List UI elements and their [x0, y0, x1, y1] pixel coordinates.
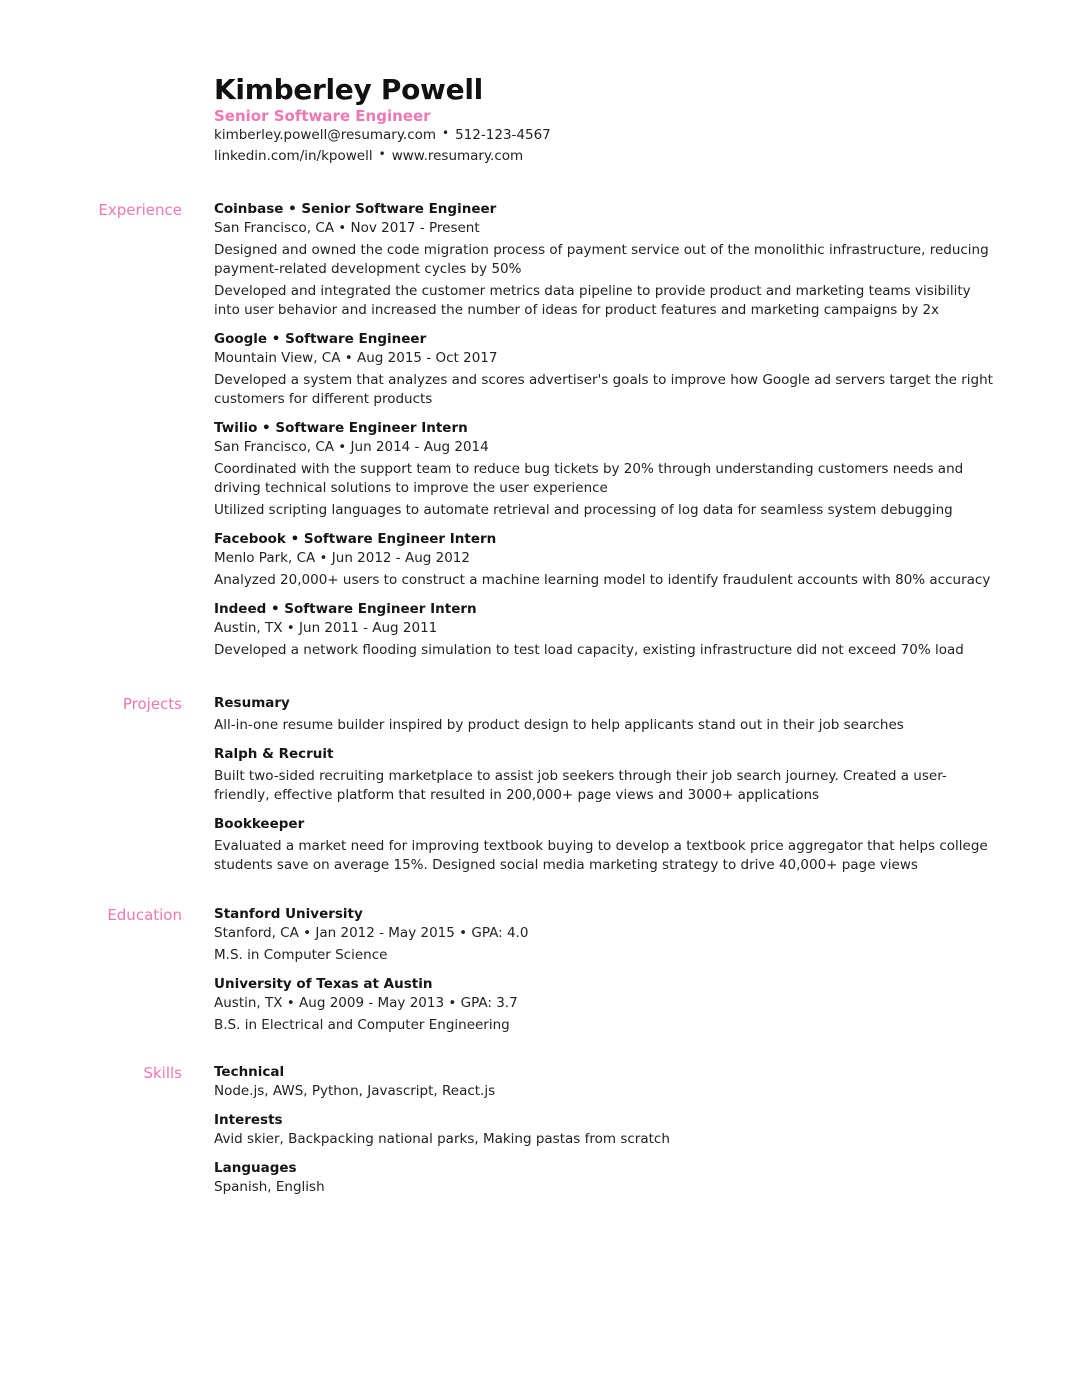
- school-name: University of Texas at Austin: [214, 976, 433, 992]
- skill-group-title: Languages: [214, 1160, 297, 1176]
- job-bullet: Coordinated with the support team to reduce bug tickets by 20% through understanding customers needs and driving technical solutions to improve the user experience: [214, 461, 964, 496]
- experience-list: [214, 200, 994, 670]
- job-bullet: Analyzed 20,000+ users to construct a machine learning model to identify fraudulent accounts with 80% accuracy: [214, 572, 991, 588]
- school-name: Stanford University: [214, 906, 363, 922]
- resume-header: [214, 72, 994, 167]
- job-title: Indeed • Software Engineer Intern: [214, 601, 477, 617]
- school-meta: Stanford, CA • Jan 2012 - May 2015 • GPA: 4.0: [214, 925, 529, 941]
- project-entry: [214, 815, 994, 875]
- project-description: All-in-one resume builder inspired by product design to help applicants stand out in their job searches: [214, 717, 904, 733]
- job-meta: Austin, TX • Jun 2011 - Aug 2011: [214, 620, 438, 636]
- phone-number[interactable]: 512-123-4567: [455, 127, 551, 143]
- separator-dot: •: [442, 126, 450, 140]
- job-title: Twilio • Software Engineer Intern: [214, 420, 468, 436]
- contact-row-secondary: [214, 146, 994, 167]
- job-meta: Menlo Park, CA • Jun 2012 - Aug 2012: [214, 550, 470, 566]
- job-bullet: Developed a network flooding simulation to test load capacity, existing infrastructure did not exceed 70% load: [214, 642, 964, 658]
- job-bullet: Developed a system that analyzes and scores advertiser's goals to improve how Google ad servers target the right customers for different products: [214, 372, 993, 407]
- education-list: [214, 905, 994, 1045]
- skill-group-title: Technical: [214, 1064, 285, 1080]
- project-entry: [214, 694, 994, 735]
- website-link[interactable]: www.resumary.com: [391, 148, 524, 164]
- education-entry: [214, 905, 994, 965]
- project-title: Ralph & Recruit: [214, 746, 334, 762]
- section-heading-projects: Projects: [122, 695, 182, 713]
- project-description: Built two-sided recruiting marketplace to assist job seekers through their job search journey. Created a user-friendly, effective platform that resulted in 200,000+ page views and 3000+ applications: [214, 768, 947, 803]
- experience-entry: [214, 530, 994, 590]
- skill-group-value: Node.js, AWS, Python, Javascript, React.js: [214, 1083, 496, 1099]
- skill-group-value: Avid skier, Backpacking national parks, Making pastas from scratch: [214, 1131, 670, 1147]
- projects-list: [214, 694, 994, 885]
- separator-dot: •: [378, 147, 386, 161]
- experience-entry: [214, 419, 994, 520]
- skill-group: [214, 1111, 994, 1149]
- job-title: Facebook • Software Engineer Intern: [214, 531, 497, 547]
- skill-group-title: Interests: [214, 1112, 283, 1128]
- email-link[interactable]: kimberley.powell@resumary.com: [214, 127, 437, 143]
- candidate-name: Kimberley Powell: [214, 73, 483, 106]
- job-meta: Mountain View, CA • Aug 2015 - Oct 2017: [214, 350, 498, 366]
- skills-list: [214, 1063, 994, 1207]
- job-title: Google • Software Engineer: [214, 331, 427, 347]
- skill-group-value: Spanish, English: [214, 1179, 325, 1195]
- skill-group: [214, 1159, 994, 1197]
- job-meta: San Francisco, CA • Jun 2014 - Aug 2014: [214, 439, 489, 455]
- degree: M.S. in Computer Science: [214, 947, 388, 963]
- project-description: Evaluated a market need for improving textbook buying to develop a textbook price aggregator that helps college students save on average 15%. Designed social media marketing strategy to drive 40,000+ page views: [214, 838, 988, 873]
- section-heading-experience: Experience: [98, 201, 182, 219]
- degree: B.S. in Electrical and Computer Engineering: [214, 1017, 510, 1033]
- section-heading-skills: Skills: [143, 1064, 182, 1082]
- school-meta: Austin, TX • Aug 2009 - May 2013 • GPA: 3.7: [214, 995, 518, 1011]
- job-title: Coinbase • Senior Software Engineer: [214, 201, 497, 217]
- linkedin-link[interactable]: linkedin.com/in/kpowell: [214, 148, 373, 164]
- experience-entry: [214, 330, 994, 409]
- contact-row-primary: [214, 125, 994, 146]
- job-bullet: Utilized scripting languages to automate retrieval and processing of log data for seamless system debugging: [214, 502, 953, 518]
- experience-entry: [214, 600, 994, 660]
- education-entry: [214, 975, 994, 1035]
- skill-group: [214, 1063, 994, 1101]
- section-heading-education: Education: [107, 906, 182, 924]
- candidate-title: Senior Software Engineer: [214, 107, 431, 125]
- project-title: Bookkeeper: [214, 816, 305, 832]
- project-title: Resumary: [214, 695, 290, 711]
- job-bullet: Designed and owned the code migration process of payment service out of the monolithic infrastructure, reducing payment-related development cycles by 50%: [214, 242, 989, 277]
- experience-entry: [214, 200, 994, 320]
- project-entry: [214, 745, 994, 805]
- job-meta: San Francisco, CA • Nov 2017 - Present: [214, 220, 480, 236]
- job-bullet: Developed and integrated the customer metrics data pipeline to provide product and marketing teams visibility into user behavior and increased the number of ideas for product features and marketing campaigns by 2x: [214, 283, 971, 318]
